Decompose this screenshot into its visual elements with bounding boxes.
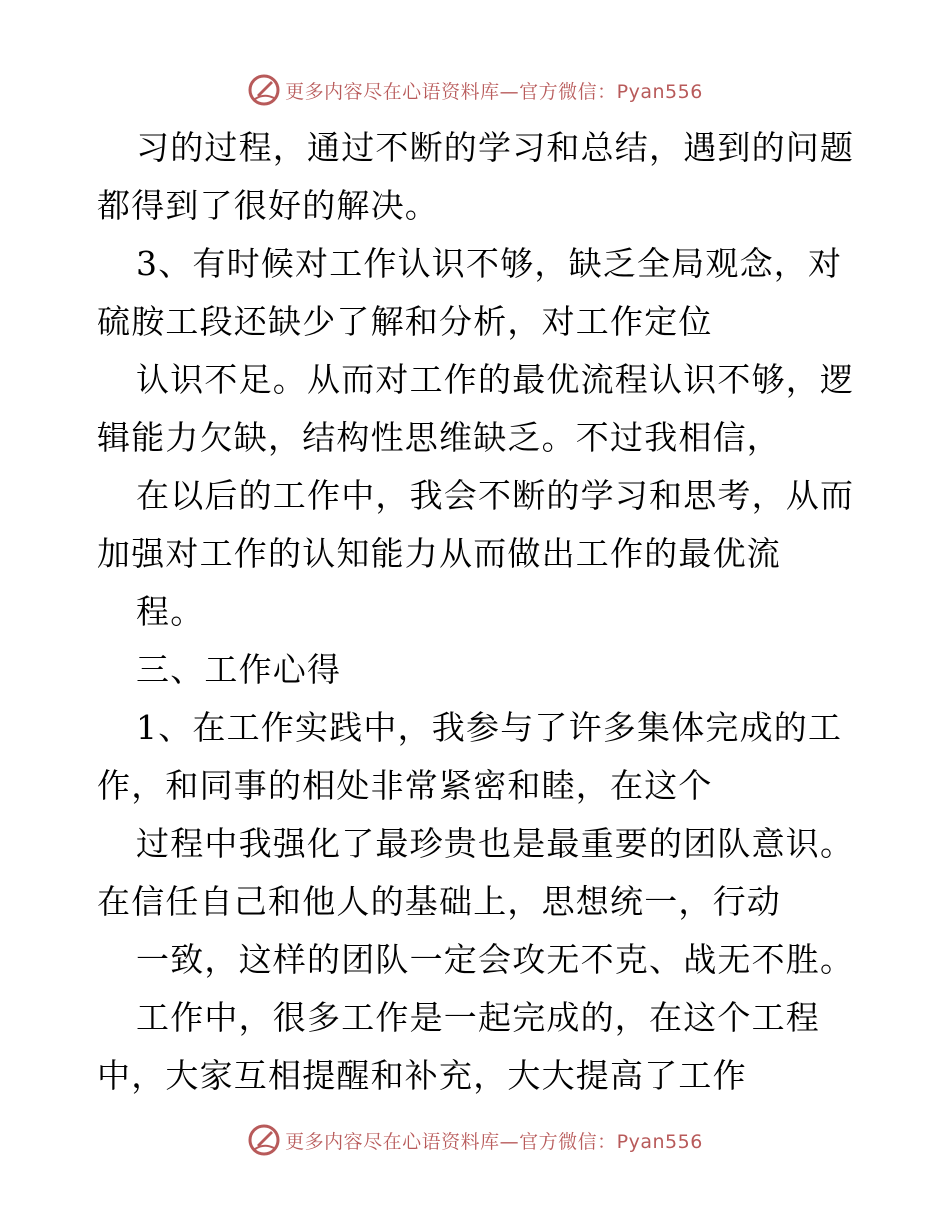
text-line: 程。 bbox=[136, 592, 205, 631]
text-line: 在信任自己和他人的基础上，思想统一，行动 bbox=[97, 882, 781, 921]
text-line: 加强对工作的认知能力从而做出工作的最优流 bbox=[97, 534, 781, 573]
text-line: 工作中，很多工作是一起完成的，在这个工程 bbox=[136, 998, 820, 1037]
brand-logo-icon bbox=[247, 1123, 281, 1157]
text-line: 都得到了很好的解决。 bbox=[97, 186, 439, 225]
header-banner bbox=[0, 70, 950, 110]
text-line: 辑能力欠缺，结构性思维缺乏。不过我相信， bbox=[97, 418, 781, 457]
text-line: 中，大家互相提醒和补充，大大提高了工作 bbox=[97, 1056, 747, 1095]
text-line: 认识不足。从而对工作的最优流程认识不够，逻 bbox=[136, 360, 855, 399]
text-line: 作，和同事的相处非常紧密和睦，在这个 bbox=[97, 766, 713, 805]
text-line: 过程中我强化了最珍贵也是最重要的团队意识。 bbox=[136, 824, 855, 863]
footer-banner bbox=[0, 1120, 950, 1160]
text-line: 3、有时候对工作认识不够，缺乏全局观念，对 bbox=[136, 244, 843, 283]
footer-banner-text: 更多内容尽在心语资料库—官方微信：Pyan556 bbox=[285, 1130, 703, 1153]
header-banner-text: 更多内容尽在心语资料库—官方微信：Pyan556 bbox=[285, 80, 703, 103]
text-line: 一致，这样的团队一定会攻无不克、战无不胜。 bbox=[136, 940, 855, 979]
brand-logo-icon bbox=[247, 73, 281, 107]
text-line: 习的过程，通过不断的学习和总结，遇到的问题 bbox=[136, 128, 855, 167]
text-line: 在以后的工作中，我会不断的学习和思考，从而 bbox=[136, 476, 855, 515]
text-line: 1、在工作实践中，我参与了许多集体完成的工 bbox=[136, 708, 843, 747]
section-heading: 三、工作心得 bbox=[136, 650, 342, 689]
text-line: 硫胺工段还缺少了解和分析，对工作定位 bbox=[97, 302, 713, 341]
